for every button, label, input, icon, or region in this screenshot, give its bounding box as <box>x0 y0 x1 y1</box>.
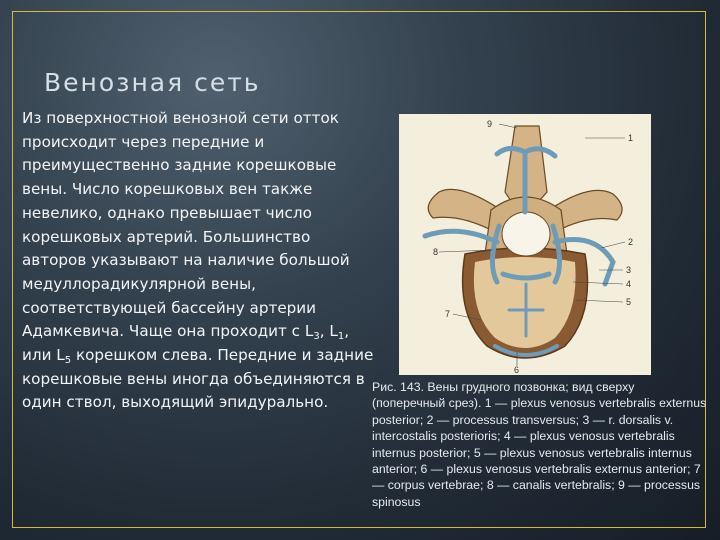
figure-label-4: 4 <box>626 279 632 289</box>
subscript: 1 <box>337 331 345 343</box>
figure-label-8: 8 <box>433 247 439 257</box>
figure-label-3: 3 <box>626 265 632 275</box>
figure-label-9: 9 <box>487 119 493 129</box>
figure-label-6: 6 <box>514 365 520 375</box>
subscript: 5 <box>64 355 72 367</box>
subscript: 3 <box>313 331 320 343</box>
figure-label-7: 7 <box>445 309 451 319</box>
figure-label-2: 2 <box>628 237 634 247</box>
figure-caption: Рис. 143. Вены грудного позвонка; вид сверху (поперечный срез). 1 — plexus venosus vertebralis externus posterior; 2 — processus transversus; 3 — r. dorsalis v. intercostalis posterioris; 4 — plexus venosus vertebralis internus posterior; 5 — plexus venosus vertebralis internus anterior; 6 — plexus venosus vertebralis externus anterior; 7 — corpus vertebrae; 8 — canalis vertebralis; 9 — processus spinosus <box>372 380 707 509</box>
body-text-part: корешком слева. Передние и задние корешковые вены иногда объединяются в один ствол, выходящий эпидурально. <box>22 346 374 412</box>
figure-label-1: 1 <box>628 133 634 143</box>
slide-title: Венозная сеть <box>44 68 261 97</box>
slide-body-text <box>22 107 378 415</box>
vein-lateral-left <box>425 231 497 242</box>
vertebra-drawing <box>399 114 651 375</box>
body-text-part: , L <box>319 322 338 341</box>
body-text-part: Из поверхностной венозной сети отток происходит через передние и преимущественно задние корешковые вены. Число корешковых вен также невелико, однако превышает число корешковых артерий. Большинство авторов указывают на наличие большой медуллорадикулярной вены, соответствующей бассейну артерии Адамкевича. Чаще она проходит с L <box>22 109 350 341</box>
vertebra-illustration <box>399 114 651 375</box>
figure-label-5: 5 <box>626 297 632 307</box>
body-text-part: , или L <box>22 322 350 365</box>
vertebral-canal <box>502 212 550 256</box>
